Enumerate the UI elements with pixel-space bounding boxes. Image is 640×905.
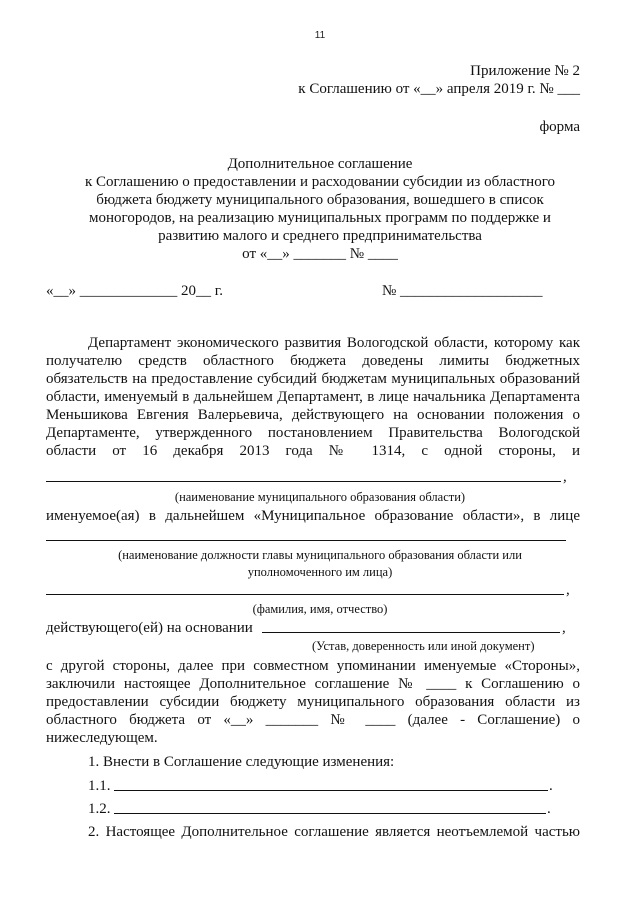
other-side-line: с другой стороны, далее при совместном упоминании именуемые «Стороны», — [46, 658, 580, 674]
basis-blank — [262, 632, 560, 633]
other-side-line: заключили настоящее Дополнительное соглашение № ____ к Соглашению о — [46, 676, 580, 692]
agreement-reference: к Соглашению от «__» апреля 2019 г. № ___ — [298, 81, 580, 97]
municipality-blank — [46, 481, 561, 482]
title-line: Дополнительное соглашение — [227, 156, 413, 172]
item-2: 2. Настоящее Дополнительное соглашение является неотъемлемой частью — [88, 824, 580, 840]
intro-line: получателю средств областного бюджета доведены лимиты бюджетных — [46, 353, 580, 369]
intro-line: обязательств на предоставление субсидий бюджетам муниципальных образований — [46, 371, 580, 387]
municipality-hint: (наименование муниципального образования области) — [174, 490, 466, 504]
intro-line: Департаменте, утвержденного постановлением Правительства Вологодской — [46, 425, 580, 441]
item-1-2-period: . — [547, 801, 551, 817]
appendix-label: Приложение № 2 — [470, 63, 580, 79]
item-1-2-blank — [114, 813, 546, 814]
item-1-1-label: 1.1. — [88, 778, 111, 794]
fio-blank — [46, 594, 564, 595]
other-side-line: областного бюджета от «__» _______ № ____ (далее - Соглашение) о — [46, 712, 580, 728]
position-blank — [46, 540, 566, 541]
municipality-comma: , — [563, 469, 567, 485]
intro-line: области от 16 декабря 2013 года № 1314, с одной стороны, и — [46, 443, 580, 459]
other-side-line: нижеследующем. — [46, 730, 158, 746]
named-as-line: именуемое(ая) в дальнейшем «Муниципальное образование области», в лице — [46, 508, 580, 524]
item-1-1-blank — [114, 790, 548, 791]
basis-comma: , — [562, 620, 566, 636]
item-1-1-period: . — [549, 778, 553, 794]
page-number: 11 — [314, 30, 326, 41]
intro-line: области, именуемый в дальнейшем Департамент, в лице начальника Департамента — [46, 389, 580, 405]
title-line: к Соглашению о предоставлении и расходовании субсидии из областного — [85, 174, 555, 190]
title-line: моногородов, на реализацию муниципальных программ по поддержке и — [89, 210, 551, 226]
position-hint-line: (наименование должности главы муниципального образования области или — [118, 548, 522, 562]
acting-basis-label: действующего(ей) на основании — [46, 620, 253, 636]
basis-hint: (Устав, доверенность или иной документ) — [312, 639, 535, 653]
other-side-line: предоставлении субсидии бюджету муниципального образования области из — [46, 694, 580, 710]
intro-line: Департамент экономического развития Вологодской области, которому как — [88, 335, 580, 351]
form-label: форма — [539, 119, 580, 135]
title-line: развитию малого и среднего предпринимательства — [158, 228, 482, 244]
item-1-2-label: 1.2. — [88, 801, 111, 817]
item-1: 1. Внести в Соглашение следующие изменения: — [88, 754, 395, 770]
fio-hint: (фамилия, имя, отчество) — [252, 602, 388, 616]
position-hint-line: уполномоченного им лица) — [247, 565, 393, 579]
title-line: от «__» _______ № ____ — [242, 246, 398, 262]
title-line: бюджета бюджету муниципального образования, вошедшего в список — [96, 192, 544, 208]
fio-comma: , — [566, 582, 570, 598]
intro-line: Меньшикова Евгения Валерьевича, действующего на основании положения о — [46, 407, 580, 423]
number-field: № ___________________ — [382, 283, 543, 299]
date-field: «__» _____________ 20__ г. — [46, 283, 223, 299]
